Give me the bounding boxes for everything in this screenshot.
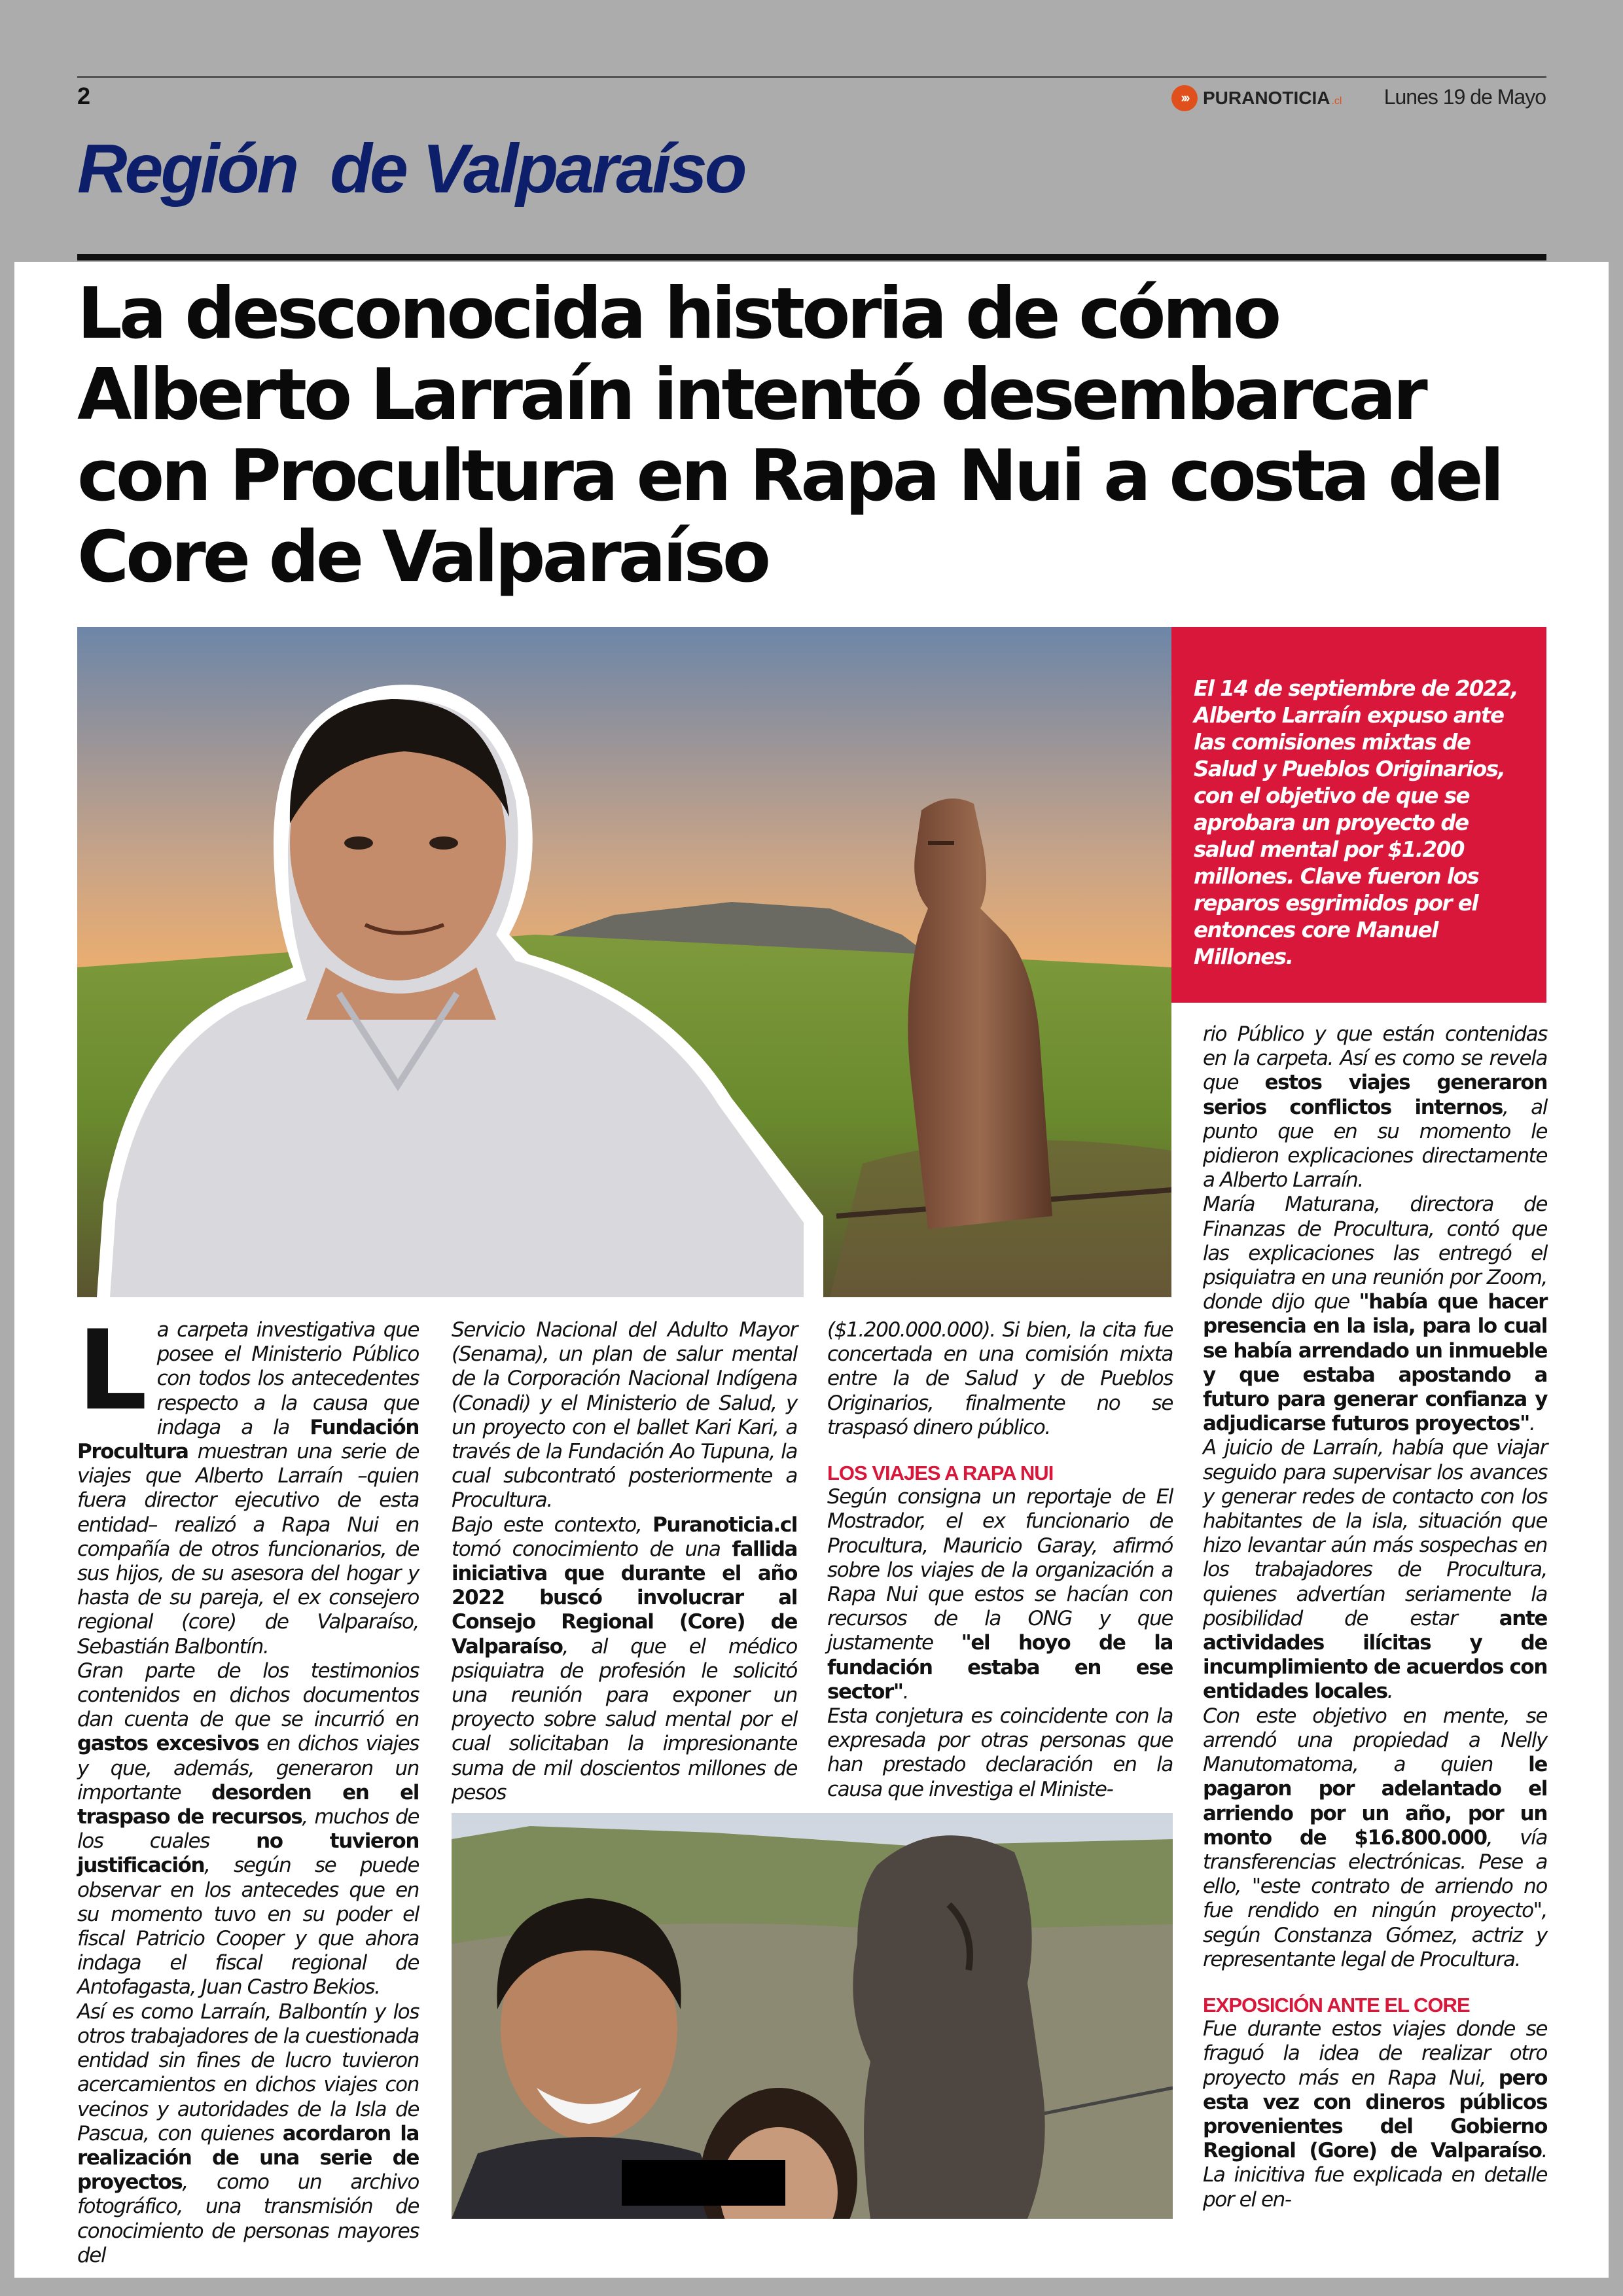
- page-bottom-margin: [0, 2278, 1623, 2296]
- column-4-intro: [1203, 1022, 1547, 1972]
- article-paragraph: Esta conjetura es coincidente con la expresada por otras personas que han prestado declaración en la causa que investiga el Ministe-: [827, 1704, 1173, 1801]
- article-column-2: [452, 1318, 797, 1805]
- censor-bar: [622, 2160, 785, 2206]
- column-4-body: [1203, 2017, 1547, 2212]
- main-photo-larrain-moai: [77, 627, 1171, 1297]
- subhead-exposicion: EXPOSICIÓN ANTE EL CORE: [1203, 1993, 1470, 2017]
- column-1-text: [77, 1306, 419, 2268]
- article-paragraph: Fue durante estos viajes donde se fraguó la idea de realizar otro proyecto más en Rapa Nui, pero esta vez con dineros públicos provenientes del Gobierno Regional (Gore) de Valparaíso. La inicitiva fue explicada en detalle por el en-: [1203, 2017, 1547, 2212]
- logo-suffix: .cl: [1331, 96, 1342, 107]
- moai-head: [853, 1835, 1044, 2219]
- logo-arrows-icon: ›››: [1171, 85, 1198, 111]
- callout-box: [1171, 627, 1546, 1003]
- article-paragraph: A juicio de Larraín, había que viajar seguido para supervisar los avances y generar redes de contacto con los habitantes de la isla, situación que hizo levantar aún más sospechas en los trabajadores de Procultura, quienes advertían seriamente la posibilidad de estar ante actividades ilícitas y de incumplimiento de acuerdos con entidades locales.: [1203, 1436, 1547, 1704]
- article-paragraph: Así es como Larraín, Balbontín y los otros trabajadores de la cuestionada entidad sin fines de lucro tuvieron acercamientos en dichos viajes con vecinos y autoridades de la Isla de Pascua, con quienes acordaron la realización de una serie de proyectos, como un archivo fotográfico, una transmisión de conocimiento de personas mayores del: [77, 2000, 419, 2267]
- header-rule: [77, 76, 1546, 78]
- headline: La desconocida historia de cómo Alberto Larraín intentó desembarcar con Procultura en Rapa Nui a costa del Core de Valparaíso: [77, 273, 1501, 598]
- drop-cap: L: [77, 1306, 147, 1435]
- article-paragraph: Según consigna un reportaje de El Mostrador, el ex funcionario de Procultura, Mauricio Garay, afirmó sobre los viajes de la organización a Rapa Nui que estos se hacían con recursos de la ONG y que justamente "el hoyo de la fundación estaba en ese sector".: [827, 1485, 1173, 1704]
- issue-date: Lunes 19 de Mayo: [1383, 85, 1546, 109]
- column-3-intro: [827, 1318, 1173, 1440]
- article-column-1: [77, 1306, 419, 2268]
- page-left-margin: [0, 262, 14, 2278]
- subhead-viajes: LOS VIAJES A RAPA NUI: [827, 1462, 1054, 1485]
- page-number: 2: [77, 82, 91, 109]
- callout-text: El 14 de septiembre de 2022, Alberto Larraín expuso ante las comisiones mixtas de Salud y Pueblos Originarios, con el objetivo de que se aprobara un proyecto de salud mental por $1.200 millones. Clave fueron los reparos esgrimidos por el entonces core Manuel Millones.: [1194, 676, 1518, 969]
- title-rule: [77, 254, 1546, 260]
- article-column-3: [827, 1318, 1173, 1802]
- article-paragraph: Servicio Nacional del Adulto Mayor (Senama), un plan de salur mental de la Corporación Nacional Indígena (Conadi) y el Ministerio de Salud, y un proyecto con el ballet Kari Kari, a través de la Fundación Ao Tupuna, la cual subcontrató posteriormente a Procultura.: [452, 1318, 797, 1513]
- article-column-4: [1203, 1022, 1547, 2212]
- article-paragraph: Con este objetivo en mente, se arrendó una propiedad a Nelly Manutomatoma, a quien le pagaron por adelantado el arriendo por un año, por un monto de $16.800.000, vía transferencias electrónicas. Pese a ello, "este contrato de arriendo no fue rendido en ningún proyecto", según Constanza Gómez, actriz y representante legal de Procultura.: [1203, 1704, 1547, 1971]
- page-right-margin: [1609, 262, 1623, 2278]
- logo-text: PURANOTICIA: [1203, 88, 1330, 108]
- article-paragraph: rio Público y que están contenidas en la carpeta. Así es como se revela que estos viajes generaron serios conflictos internos, al punto que en su momento le pidieron explicaciones directamente a Alberto Larraín.: [1203, 1022, 1547, 1193]
- column-2-text: [452, 1318, 797, 1805]
- article-paragraph: a carpeta investigativa que posee el Ministerio Público con todos los antecedentes respecto a la causa que indaga a la Fundación Procultura muestran una serie de viajes que Alberto Larraín –quien fuera director ejecutivo de esta entidad– realizó a Rapa Nui en compañía de otros funcionarios, de sus hijos, de su asesora del hogar y hasta de su pareja, el ex consejero regional (core) de Valparaíso, Sebastián Balbontín.: [77, 1318, 419, 1659]
- column-3-body: [827, 1485, 1173, 1802]
- article-paragraph: María Maturana, directora de Finanzas de Procultura, contó que las explicaciones las entregó el psiquiatra en una reunión por Zoom, donde dijo que "había que hacer presencia en la isla, para lo cual se había arrendado un inmueble y que estaba apostando a futuro para generar confianza y adjudicarse futuros proyectos".: [1203, 1193, 1547, 1436]
- article-paragraph: Bajo este contexto, Puranoticia.cl tomó conocimiento de una fallida iniciativa que durante el año 2022 buscó involucrar al Consejo Regional (Core) de Valparaíso, al que el médico psiquiatra de profesión le solicitó una reunión para exponer un proyecto sobre salud mental por el cual solicitaban la impresionante suma de mil doscientos millones de pesos: [452, 1513, 797, 1804]
- article-paragraph: ($1.200.000.000). Si bien, la cita fue concertada en una comisión mixta entre la de Salud y de Pueblos Originarios, finalmente no se traspasó dinero público.: [827, 1318, 1173, 1439]
- section-title: Región de Valparaíso: [77, 130, 745, 207]
- selfie-photo-moai: [452, 1813, 1173, 2219]
- puranoticia-logo: [1171, 85, 1342, 111]
- article-paragraph: Gran parte de los testimonios contenidos en dichos documentos dan cuenta de que se incurrió en gastos excesivos en dichos viajes y que, además, generaron un importante desorden en el traspaso de recursos, muchos de los cuales no tuvieron justificación, según se puede observar en los antecedes que en su momento tuvo en su poder el fiscal Patricio Cooper y que ahora indaga el fiscal regional de Antofagasta, Juan Castro Bekios.: [77, 1659, 419, 2000]
